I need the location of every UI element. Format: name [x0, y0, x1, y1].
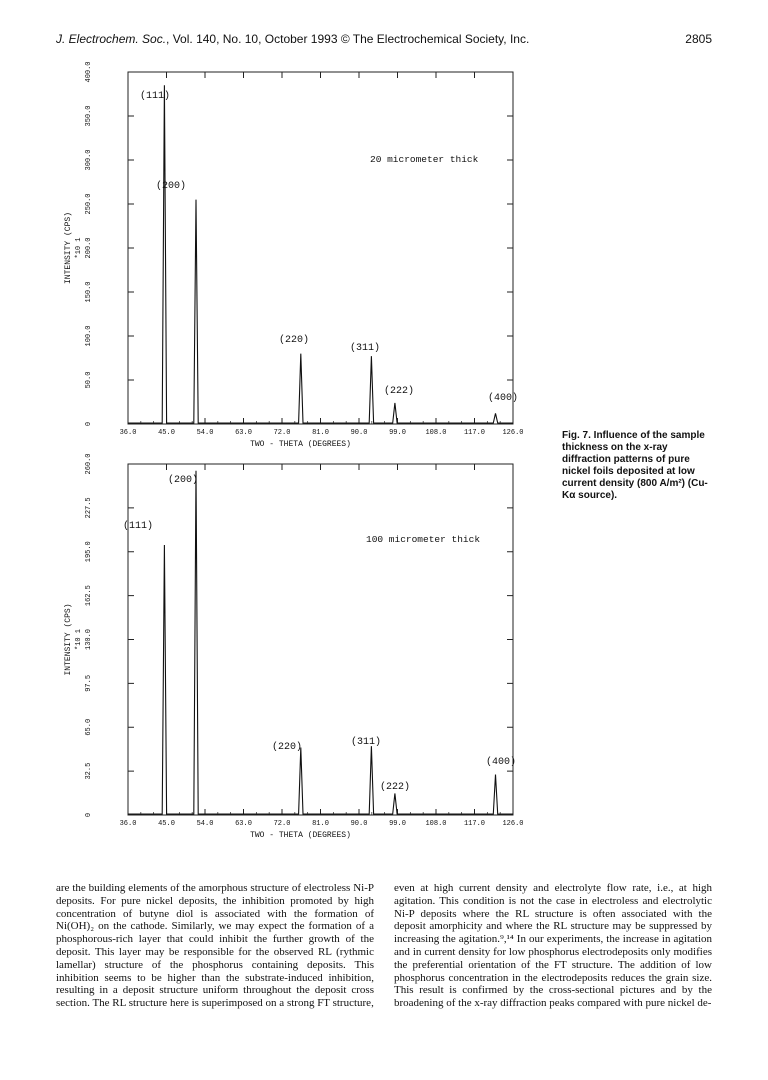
diffraction-trace: [128, 85, 513, 423]
peak-label: (111): [140, 91, 171, 102]
peak-label: (200): [156, 181, 187, 192]
x-axis-label: TWO - THETA (DEGREES): [250, 831, 351, 840]
x-tick-label: 36.0: [119, 429, 137, 437]
x-tick-label: 36.0: [119, 820, 137, 828]
x-tick-label: 108.0: [425, 429, 447, 437]
x-tick-label: 63.0: [235, 429, 252, 437]
x-tick-label: 72.0: [273, 429, 291, 437]
plot-frame: [128, 72, 513, 424]
right-column-text: even at high current density and electrolyte flow rate, i.e., at high agitation. This condition is not the case in electroless and electrolytic Ni-P deposits where the RL structure is often associated with the deposit amorphicity and where the RL structure may be suppressed by increasing the agitation.⁹,¹⁴ In our experiments, the increase in agitation and in current density for low phosphorus electrodeposits only modifies the preferential orientation of the FT structure. The addition of low phosphorus concentration in the electrodeposits reduces the grain size. This result is confirmed by the cross-sectional pictures and by the broadening of the x-ray diffraction peaks compared with pure nickel de-: [394, 882, 712, 1010]
y-axis-multiplier: *10 1: [75, 237, 83, 259]
y-tick-label: 0: [85, 812, 93, 818]
x-tick-label: 54.0: [196, 820, 214, 828]
left-column: [56, 882, 374, 1010]
thickness-annotation: 100 micrometer thick: [366, 534, 481, 545]
x-tick-label: 90.0: [350, 429, 368, 437]
journal-abbrev: J. Electrochem. Soc.: [56, 32, 167, 46]
x-tick-label: 63.0: [235, 820, 252, 828]
x-tick-label: 99.0: [389, 429, 406, 437]
y-axis-label: INTENSITY (CPS): [64, 211, 73, 285]
figure-caption: Fig. 7. Influence of the sample thickness on the x-ray diffraction patterns of pure nickel foils deposited at low current density (800 A/m²) (Cu-Kα source).: [562, 430, 708, 501]
peak-label: (200): [168, 475, 199, 486]
x-tick-label: 45.0: [158, 429, 175, 437]
y-tick-label: 350.0: [85, 105, 93, 127]
peak-label: (220): [279, 335, 310, 346]
y-tick-label: 0: [85, 421, 93, 427]
x-tick-label: 108.0: [425, 820, 447, 828]
y-tick-label: 250.0: [85, 193, 93, 215]
peak-label: (111): [123, 521, 154, 532]
thickness-annotation: 20 micrometer thick: [370, 154, 479, 165]
peak-label: (222): [384, 386, 415, 397]
x-tick-label: 45.0: [158, 820, 175, 828]
y-tick-label: 162.5: [85, 585, 93, 607]
left-column-text: are the building elements of the amorphous structure of electroless Ni-P deposits. For pure nickel deposits, the inhibition promoted by high concentration of butyne diol is associated with the formation of Ni(OH)₂ on the cathode. Similarly, we may expect the formation of a phosphorous-rich layer that could inhibit the further growth of the deposit. This layer may be responsible for the observed RL (rythmic lamellar) structure of the phosphorus containing deposits. This inhibition seems to be higher than the substrate-induced inhibition, resulting in a deposit structure uniform throughout the deposit cross section. The RL structure here is superimposed on a strong FT structure,: [56, 882, 374, 1010]
x-tick-label: 90.0: [350, 820, 368, 828]
x-tick-label: 81.0: [312, 820, 329, 828]
y-tick-label: 200.0: [85, 237, 93, 259]
x-tick-label: 126.0: [502, 820, 524, 828]
y-axis-multiplier: *10 1: [75, 628, 83, 651]
y-tick-label: 300.0: [85, 149, 93, 171]
xrd-chart-1: [64, 61, 524, 449]
x-tick-label: 99.0: [389, 820, 406, 828]
y-tick-label: 100.0: [85, 325, 93, 347]
y-tick-label: 195.0: [85, 541, 93, 563]
y-tick-label: 227.5: [85, 497, 93, 519]
y-tick-label: 130.0: [85, 628, 93, 651]
x-axis-label: TWO - THETA (DEGREES): [250, 440, 351, 449]
peak-label: (220): [272, 742, 303, 753]
peak-label: (311): [351, 737, 382, 748]
peak-label: (400): [486, 757, 517, 768]
x-tick-label: 72.0: [273, 820, 291, 828]
y-tick-label: 97.5: [85, 674, 93, 692]
plot-frame: [128, 464, 513, 815]
y-tick-label: 400.0: [85, 61, 93, 83]
peak-label: (311): [350, 343, 381, 354]
x-tick-label: 81.0: [312, 429, 329, 437]
x-tick-label: 54.0: [196, 429, 214, 437]
right-column: [394, 882, 712, 1010]
peak-label: (400): [488, 393, 519, 404]
journal-details: , Vol. 140, No. 10, October 1993 © The Electrochemical Society, Inc.: [166, 32, 530, 46]
body-text: [56, 882, 712, 1062]
x-tick-label: 126.0: [502, 429, 524, 437]
xrd-chart-2: [64, 453, 524, 840]
page-number: 2805: [685, 32, 712, 46]
x-tick-label: 117.0: [463, 820, 486, 828]
peak-label: (222): [380, 782, 411, 793]
y-tick-label: 50.0: [85, 371, 93, 389]
x-tick-label: 117.0: [463, 429, 486, 437]
diffraction-trace: [128, 471, 513, 814]
y-tick-label: 65.0: [85, 718, 93, 736]
y-tick-label: 32.5: [85, 762, 93, 780]
y-tick-label: 150.0: [85, 281, 93, 303]
y-axis-label: INTENSITY (CPS): [64, 603, 73, 676]
y-tick-label: 260.0: [85, 453, 93, 475]
